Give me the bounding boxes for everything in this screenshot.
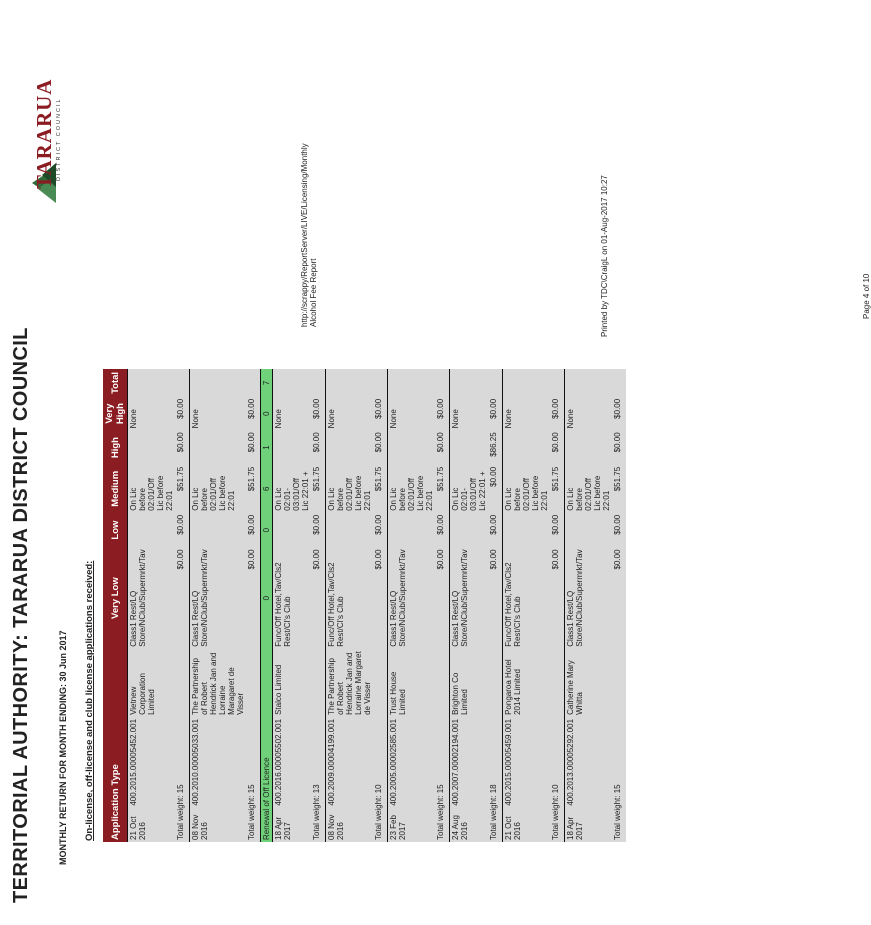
total-weight-row [373, 369, 388, 842]
cell-total [450, 369, 489, 397]
cell-date: 18 Apr 2017 [273, 808, 312, 842]
cell-fee-very-low: $0.00 [435, 547, 450, 648]
cell-fee-total [373, 369, 388, 397]
cell-date: 21 Oct 2016 [128, 808, 176, 842]
cell-very-low: Func/Off Hotel,Tav/Cls2 Rest/Cl's Club [503, 547, 551, 648]
cell-fee-very-low: $0.00 [550, 547, 565, 648]
cell-renewal-label: Renewal of Off Licence [261, 649, 273, 842]
cell-high [503, 430, 551, 464]
cell-count-high: 1 [261, 430, 273, 464]
cell-total-weight: Total weight: 10 [373, 649, 388, 842]
cell-high [190, 430, 247, 464]
cell-date: 24 Aug 2016 [450, 808, 489, 842]
cell-fee-low: $0.00 [612, 513, 626, 548]
cell-date: 08 Nov 2016 [190, 808, 247, 842]
cell-count-very-high: 0 [261, 397, 273, 431]
table-header-row [103, 369, 128, 842]
cell-fee-very-low: $0.00 [373, 547, 388, 648]
cell-fee-total [488, 369, 503, 397]
cell-total-weight: Total weight: 15 [612, 649, 626, 842]
cell-fee-high: $0.00 [612, 430, 626, 464]
cell-fee-high: $0.00 [435, 430, 450, 464]
cell-count-low: 0 [261, 513, 273, 548]
cell-reference: 400.2013.00005292.001 [565, 717, 613, 808]
cell-medium: On Lic before 02:01/Off Lic before 22:01 [128, 465, 176, 513]
cell-fee-medium: $51.75 [311, 465, 326, 513]
cell-low [128, 513, 176, 548]
cell-very-low: Class1 Rest/LQ Store/NClub/Supermrkt/Tav [565, 547, 613, 648]
cell-total [326, 369, 374, 397]
cell-fee-very-high: $0.00 [373, 397, 388, 431]
cell-medium: On Lic 02:01-03:01/Off Lic 22:01 + [273, 465, 312, 513]
cell-fee-very-high: $0.00 [435, 397, 450, 431]
cell-fee-low: $0.00 [435, 513, 450, 548]
cell-fee-low: $0.00 [246, 513, 261, 548]
cell-low [190, 513, 247, 548]
cell-high [326, 430, 374, 464]
cell-very-low: Class1 Rest/LQ Store/NClub/Supermrkt/Tav [450, 547, 489, 648]
cell-date: 18 Apr 2017 [565, 808, 613, 842]
header-very-high: Very High [103, 397, 128, 431]
total-weight-row [550, 369, 565, 842]
cell-fee-medium: $51.75 [175, 465, 190, 513]
cell-fee-high: $86.25 [488, 430, 503, 464]
table-row [388, 369, 436, 842]
cell-very-low: Func/Off Hotel,Tav/Cls2 Rest/Cl's Club [273, 547, 312, 648]
cell-low [450, 513, 489, 548]
cell-applicant: Brighton Co Limited [450, 649, 489, 717]
total-weight-row [246, 369, 261, 842]
cell-low [503, 513, 551, 548]
cell-very-high: None [326, 397, 374, 431]
cell-total-weight: Total weight: 15 [175, 649, 190, 842]
cell-reference: 400.2009.00004199.001 [326, 717, 374, 808]
cell-low [326, 513, 374, 548]
cell-total-weight: Total weight: 18 [488, 649, 503, 842]
total-weight-row [435, 369, 450, 842]
cell-total-weight: Total weight: 10 [550, 649, 565, 842]
cell-fee-very-low: $0.00 [311, 547, 326, 648]
cell-medium: On Lic before 02:01/Off Lic before 22:01 [565, 465, 613, 513]
cell-fee-very-high: $0.00 [175, 397, 190, 431]
cell-very-high: None [190, 397, 247, 431]
cell-fee-high: $0.00 [246, 430, 261, 464]
cell-high [450, 430, 489, 464]
cell-fee-total [435, 369, 450, 397]
logo-subtitle: DISTRICT COUNCIL [56, 97, 62, 181]
header-total: Total [103, 369, 128, 397]
cell-applicant: Catherine Mary Whitta [565, 649, 613, 717]
header-application-type: Application Type [103, 649, 128, 842]
cell-applicant: Trust House Limited [388, 649, 436, 717]
cell-very-high: None [450, 397, 489, 431]
total-weight-row [612, 369, 626, 842]
cell-low [565, 513, 613, 548]
cell-fee-total [612, 369, 626, 397]
cell-fee-high: $0.00 [311, 430, 326, 464]
cell-very-low: Class1 Rest/LQ Store/NClub/Supermrkt/Tav [190, 547, 247, 648]
cell-very-low: Class1 Rest/LQ Store/NClub/Supermrkt/Tav [128, 547, 176, 648]
cell-high [388, 430, 436, 464]
cell-fee-very-high: $0.00 [612, 397, 626, 431]
cell-total [388, 369, 436, 397]
section-heading: On-license, off-license and club license applications received: [84, 560, 95, 841]
cell-very-high: None [273, 397, 312, 431]
cell-fee-total [550, 369, 565, 397]
cell-total-weight: Total weight: 15 [246, 649, 261, 842]
cell-total-weight: Total weight: 15 [435, 649, 450, 842]
cell-fee-low: $0.00 [373, 513, 388, 548]
cell-fee-total [311, 369, 326, 397]
header-high: High [103, 430, 128, 464]
cell-fee-very-low: $0.00 [246, 547, 261, 648]
cell-fee-medium: $51.75 [550, 465, 565, 513]
cell-high [128, 430, 176, 464]
table-row [190, 369, 247, 842]
cell-fee-total [175, 369, 190, 397]
table-row [326, 369, 374, 842]
cell-applicant: Stalco Limited [273, 649, 312, 717]
cell-fee-very-low: $0.00 [488, 547, 503, 648]
cell-fee-very-low: $0.00 [612, 547, 626, 648]
cell-applicant: The Partnership of Robert Hendrick Jan and Lorraine Margaret de Visser [326, 649, 374, 717]
cell-fee-medium: $51.75 [373, 465, 388, 513]
total-weight-row [311, 369, 326, 842]
cell-fee-very-high: $0.00 [550, 397, 565, 431]
renewal-summary-row [261, 369, 273, 842]
cell-medium: On Lic 02:01-03:01/Off Lic 22:01 + [450, 465, 489, 513]
cell-date: 21 Oct 2016 [503, 808, 551, 842]
report-title: TERRITORIAL AUTHORITY: TARARUA DISTRICT COUNCIL [10, 327, 32, 903]
cell-count-medium: 6 [261, 465, 273, 513]
cell-total [190, 369, 247, 397]
cell-fee-total [246, 369, 261, 397]
cell-fee-low: $0.00 [311, 513, 326, 548]
cell-total-weight: Total weight: 13 [311, 649, 326, 842]
cell-applicant: The Partnership of Robert Hendrick Jan and Lorraine Maragaret de Visser [190, 649, 247, 717]
header-low: Low [103, 513, 128, 548]
cell-high [565, 430, 613, 464]
cell-fee-high: $0.00 [550, 430, 565, 464]
cell-fee-very-high: $0.00 [246, 397, 261, 431]
cell-reference: 400.2016.00005502.001 [273, 717, 312, 808]
header-very-low: Very Low [103, 547, 128, 648]
cell-total [503, 369, 551, 397]
cell-total [128, 369, 176, 397]
cell-date: 08 Nov 2016 [326, 808, 374, 842]
cell-fee-low: $0.00 [488, 513, 503, 548]
cell-applicant: Pongaroa Hotel 2014 Limited [503, 649, 551, 717]
total-weight-row [175, 369, 190, 842]
cell-low [273, 513, 312, 548]
cell-count-very-low: 0 [261, 547, 273, 648]
table-row [565, 369, 613, 842]
cell-very-low: Class1 Rest/LQ Store/NClub/Supermrkt/Tav [388, 547, 436, 648]
cell-very-low: Func/Off Hotel,Tav/Cls2 Rest/Cl's Club [326, 547, 374, 648]
header-medium: Medium [103, 465, 128, 513]
cell-fee-medium: $0.00 [488, 465, 503, 513]
table-row [128, 369, 176, 842]
applications-table [103, 369, 626, 842]
cell-total [273, 369, 312, 397]
cell-fee-medium: $51.75 [612, 465, 626, 513]
cell-medium: On Lic before 02:01/Off Lic before 22:01 [190, 465, 247, 513]
cell-reference: 400.2007.00002194.001 [450, 717, 489, 808]
table-row [273, 369, 312, 842]
cell-total [565, 369, 613, 397]
cell-fee-high: $0.00 [373, 430, 388, 464]
cell-fee-low: $0.00 [175, 513, 190, 548]
report-path: http://scrappy/ReportServer/LIVE/Licensing/Monthly Alcohol Fee Report [300, 143, 318, 327]
cell-fee-high: $0.00 [175, 430, 190, 464]
cell-applicant: Vietnew Corporation Limited [128, 649, 176, 717]
cell-low [388, 513, 436, 548]
logo-wordmark: TARARUA [32, 78, 56, 189]
cell-medium: On Lic before 02:01/Off Lic before 22:01 [326, 465, 374, 513]
cell-fee-very-high: $0.00 [488, 397, 503, 431]
cell-very-high: None [565, 397, 613, 431]
total-weight-row [488, 369, 503, 842]
cell-fee-medium: $51.75 [435, 465, 450, 513]
cell-reference: 400.2015.00005452.001 [128, 717, 176, 808]
cell-date: 23 Feb 2017 [388, 808, 436, 842]
cell-reference: 400.2005.00002585.001 [388, 717, 436, 808]
cell-very-high: None [128, 397, 176, 431]
cell-very-high: None [503, 397, 551, 431]
table-row [450, 369, 489, 842]
cell-fee-very-high: $0.00 [311, 397, 326, 431]
cell-fee-low: $0.00 [550, 513, 565, 548]
cell-reference: 400.2010.00005033.001 [190, 717, 247, 808]
cell-medium: On Lic before 02:01/Off Lic before 22:01 [388, 465, 436, 513]
printed-by: Printed by TDC\CraigL on 01-Aug-2017 10:27 [600, 175, 609, 337]
cell-high [273, 430, 312, 464]
page-number: Page 4 of 10 [862, 273, 871, 319]
cell-fee-medium: $51.75 [246, 465, 261, 513]
report-subtitle: MONTHLY RETURN FOR MONTH ENDING: 30 Jun 2017 [58, 630, 68, 865]
cell-medium: On Lic before 02:01/Off Lic before 22:01 [503, 465, 551, 513]
cell-fee-very-low: $0.00 [175, 547, 190, 648]
cell-reference: 400.2015.00005459.001 [503, 717, 551, 808]
cell-count-total: 7 [261, 369, 273, 397]
table-row [503, 369, 551, 842]
cell-very-high: None [388, 397, 436, 431]
